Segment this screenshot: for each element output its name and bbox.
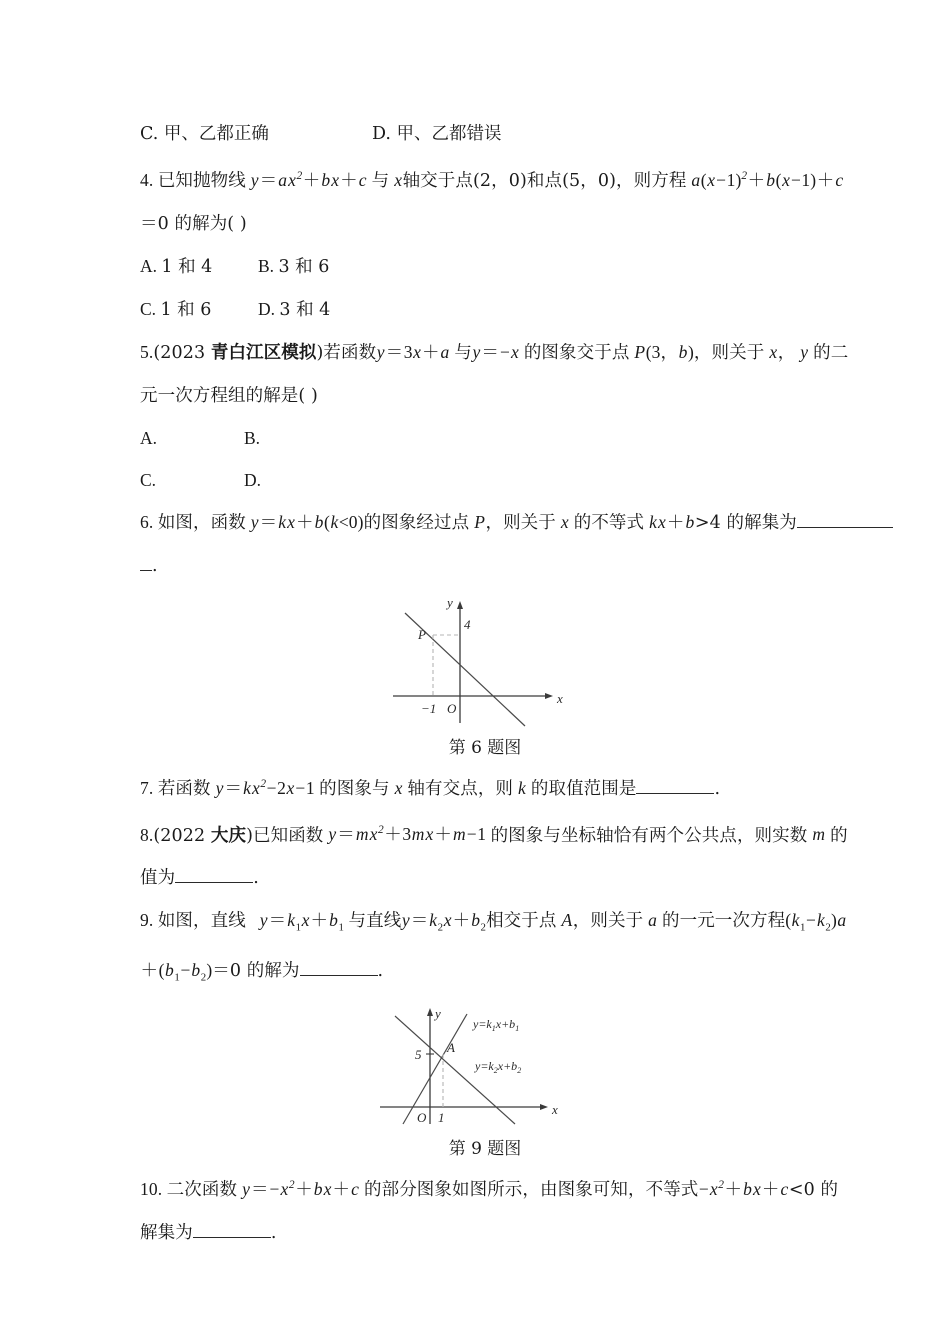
figure-6-caption: 第 6 题图: [448, 737, 522, 758]
origin-label: O: [447, 700, 457, 716]
q4-option-a-text: 1 和 4: [161, 256, 213, 277]
figure-6-graph: [385, 593, 585, 733]
q5-option-b[interactable]: B.: [244, 427, 261, 448]
question-10-line-1: [140, 1164, 839, 1211]
q8-line2-text-a: 值为: [140, 868, 176, 889]
q4-text-c: 轴交于点(2，0)和点(5，0)，则方程: [402, 170, 687, 191]
q4-option-d[interactable]: [258, 288, 330, 331]
q8-text-b: 的图象与坐标轴恰有两个公共点，则实数: [490, 825, 808, 846]
q8-source-year: (2022: [153, 825, 211, 846]
figure-9-caption: 第 9 题图: [448, 1139, 522, 1160]
figure-9-graph: [375, 1002, 595, 1134]
y-tick-4-label: 4: [464, 616, 471, 632]
line-1-equation-label: $y=k_1x+b_1$: [473, 1017, 520, 1034]
question-6-line-2: [140, 544, 830, 587]
q5-text-c: 的图象交于点: [523, 342, 630, 363]
q4-number: 4.: [140, 169, 154, 190]
q9-number: 9.: [140, 910, 154, 931]
q4-math-parabola: $y=ax^2+bx+c$: [250, 169, 367, 190]
q5-source-name: 青白江区模拟: [210, 342, 317, 363]
q4-option-a[interactable]: [140, 245, 258, 288]
q9-answer-blank[interactable]: [300, 975, 378, 976]
question-4-line-2: [140, 202, 830, 245]
question-4-options-row-2: [140, 288, 830, 331]
q4-option-a-label: A.: [140, 255, 158, 276]
q10-text-c: <0 的: [788, 1180, 839, 1201]
q6-text-a: 如图，函数: [157, 512, 246, 533]
y-tick-5-label: 5: [415, 1047, 422, 1063]
q5-source-close: ): [316, 342, 324, 363]
q9-text-c: 相交于点: [486, 911, 557, 932]
q9-line2-text-a: ＝0 的解为: [212, 960, 300, 981]
q4-text-a: 已知抛物线: [157, 170, 246, 191]
q8-line2-text-b: .: [253, 868, 259, 889]
q9-text-d: ，则关于: [572, 911, 644, 932]
q7-text-b: 的图象与: [319, 778, 390, 799]
q4-option-c-text: 1 和 6: [160, 299, 212, 320]
q4-option-b-label: B.: [258, 255, 275, 276]
page-content: [140, 112, 849, 1254]
q6-text-e: >4 的解集为: [694, 512, 797, 533]
y-axis-arrow: [457, 601, 463, 609]
q7-math-fn: $y=kx^2-2x-1$: [215, 777, 315, 798]
q8-number: 8.: [140, 824, 154, 845]
q5-option-c[interactable]: C.: [140, 469, 157, 490]
origin-label: O: [417, 1110, 427, 1126]
q10-line2-text-b: .: [270, 1223, 277, 1244]
q7-text-c: 轴有交点，则: [407, 778, 514, 799]
q5-number: 5.: [140, 341, 154, 362]
q6-math-fn: y＝kx＋b(k<0): [250, 511, 364, 532]
q6-text-b: 的图象经过点: [363, 512, 470, 533]
q5-line2-text: 元一次方程组的解是( ): [140, 385, 318, 406]
x-axis-label: x: [557, 690, 563, 706]
q9-text-a: 如图，直线: [157, 911, 246, 932]
question-5-options-row-2: [140, 459, 830, 501]
question-5-options-row-1: [140, 417, 830, 459]
q7-text-a: 若函数: [157, 778, 211, 799]
point-p-label: P: [418, 626, 426, 642]
q9-math-eq2: $+(b_1-b_2)$: [140, 959, 213, 984]
q6-number: 6.: [140, 511, 154, 532]
q6-answer-blank[interactable]: [797, 527, 893, 528]
q5-option-d[interactable]: D.: [244, 469, 262, 490]
q7-answer-blank[interactable]: [636, 793, 714, 794]
q7-number: 7.: [140, 777, 154, 798]
q9-line2-text-b: .: [377, 960, 384, 981]
q6-text-f: .: [152, 555, 158, 576]
q6-answer-blank-cont[interactable]: [140, 570, 152, 571]
q7-text-e: .: [714, 778, 721, 799]
question-6-line-1: 6. 如图，函数 y＝kx＋b(k<0)的图象经过点 P，则关于 x 的不等式 kx＋b>4 的解集为: [140, 501, 830, 544]
option-c-q3[interactable]: C. 甲、乙都正确: [140, 124, 269, 144]
question-4-options-row-1: [140, 245, 830, 288]
q4-var-x: x: [394, 169, 403, 190]
q10-text-b: 的部分图象如图所示，由图象可知，不等式: [364, 1180, 699, 1201]
q6-text-d: 的不等式: [573, 512, 645, 533]
q4-line2-text: ＝0 的解为( ): [140, 213, 247, 234]
question-5-line-1: 5.(2023 青白江区模拟)若函数y＝3x＋a 与y＝−x 的图象交于点 P(3，b)，则关于 x， y 的二: [140, 341, 849, 363]
q4-option-b[interactable]: [258, 245, 329, 288]
q8-source-name: 大庆: [210, 825, 247, 846]
q4-math-equation: $a(x-1)^2+b(x-1)+c$: [691, 169, 844, 190]
q8-text-c: 的: [830, 825, 848, 846]
q9-text-e: 的一元一次方程: [662, 911, 786, 932]
q9-math-line1: $y=k_1x+b_1$: [259, 910, 345, 934]
q9-text-b: 与直线: [348, 911, 402, 932]
q5-option-a[interactable]: A.: [140, 427, 158, 448]
x-tick-1-label: 1: [438, 1110, 445, 1126]
q5-text-e: ，: [777, 342, 796, 363]
y-axis-label: y: [447, 594, 453, 610]
q6-math-ineq: kx＋b: [649, 511, 695, 532]
question-7-line-1: 7. 若函数 $y=kx^2-2x-1$ 的图象与 x 轴有交点，则 k 的取值范围是 .: [140, 777, 721, 799]
question-9-line-2: [140, 949, 830, 999]
x-axis-label: x: [552, 1102, 558, 1118]
q4-option-c[interactable]: [140, 288, 258, 331]
q7-text-d: 的取值范围是: [530, 778, 637, 799]
q10-answer-blank[interactable]: [193, 1237, 271, 1238]
q5-source-year: (2023: [153, 342, 211, 363]
q8-source-close: ): [246, 825, 253, 846]
q9-math-line2: $y=k_2x+b_2$: [401, 910, 487, 934]
q4-option-d-text: 3 和 4: [279, 299, 331, 320]
q8-answer-blank[interactable]: [175, 882, 253, 883]
q5-text-b: 与: [454, 342, 472, 363]
q5-text-f: 的二: [813, 342, 849, 363]
line-2-equation-label: $y=k_2x+b_2$: [475, 1059, 522, 1076]
q10-number: 10.: [140, 1179, 163, 1200]
q6-text-c: ，则关于: [485, 512, 556, 533]
q5-text-a: 若函数: [323, 342, 377, 363]
question-9-line-1: 9. 如图，直线 $y=k_1x+b_1$ 与直线$y=k_2x+b_2$相交于点 A，则关于 a 的一元一次方程$(k_1-k_2)a$: [140, 910, 847, 934]
q5-text-d: ，则关于: [693, 342, 765, 363]
q4-option-b-text: 3 和 6: [278, 256, 330, 277]
q8-math-fn: $y=mx^2+3mx+m-1$: [328, 824, 487, 845]
q10-math-fn: $y=-x^2+bx+c$: [242, 1179, 360, 1200]
point-a-label: A: [447, 1040, 455, 1056]
x-axis-arrow: [545, 693, 553, 699]
question-8-line-2: [140, 856, 830, 899]
q4-option-c-label: C.: [140, 298, 157, 319]
question-4-line-1: [140, 155, 844, 202]
question-10-line-2: [140, 1211, 830, 1254]
figure-6: [140, 593, 830, 763]
y-axis-arrow: [427, 1008, 433, 1016]
figure-9: [140, 1002, 830, 1164]
question-8-line-1: 8.(2022 大庆)已知函数 $y=mx^2+3mx+m-1$ 的图象与坐标轴恰有两个公共点，则实数 m 的: [140, 824, 848, 846]
x-tick-neg1-label: −1: [421, 700, 437, 716]
option-d-q3[interactable]: D. 甲、乙都错误: [372, 124, 502, 144]
q4-option-d-label: D.: [258, 298, 276, 319]
y-axis-label: y: [435, 1006, 441, 1022]
question-3-options-row: [140, 112, 830, 155]
x-axis-arrow: [540, 1104, 548, 1110]
q10-math-ineq: $-x^2+bx+c$: [698, 1179, 789, 1200]
q8-text-a: 已知函数: [253, 825, 324, 846]
q10-line2-text-a: 解集为: [140, 1223, 193, 1244]
q10-text-a: 二次函数: [166, 1180, 238, 1201]
question-5-line-2: [140, 374, 830, 417]
q9-math-eq1: $(k_1-k_2)a$: [785, 910, 847, 934]
q4-text-b: 与: [371, 170, 390, 191]
